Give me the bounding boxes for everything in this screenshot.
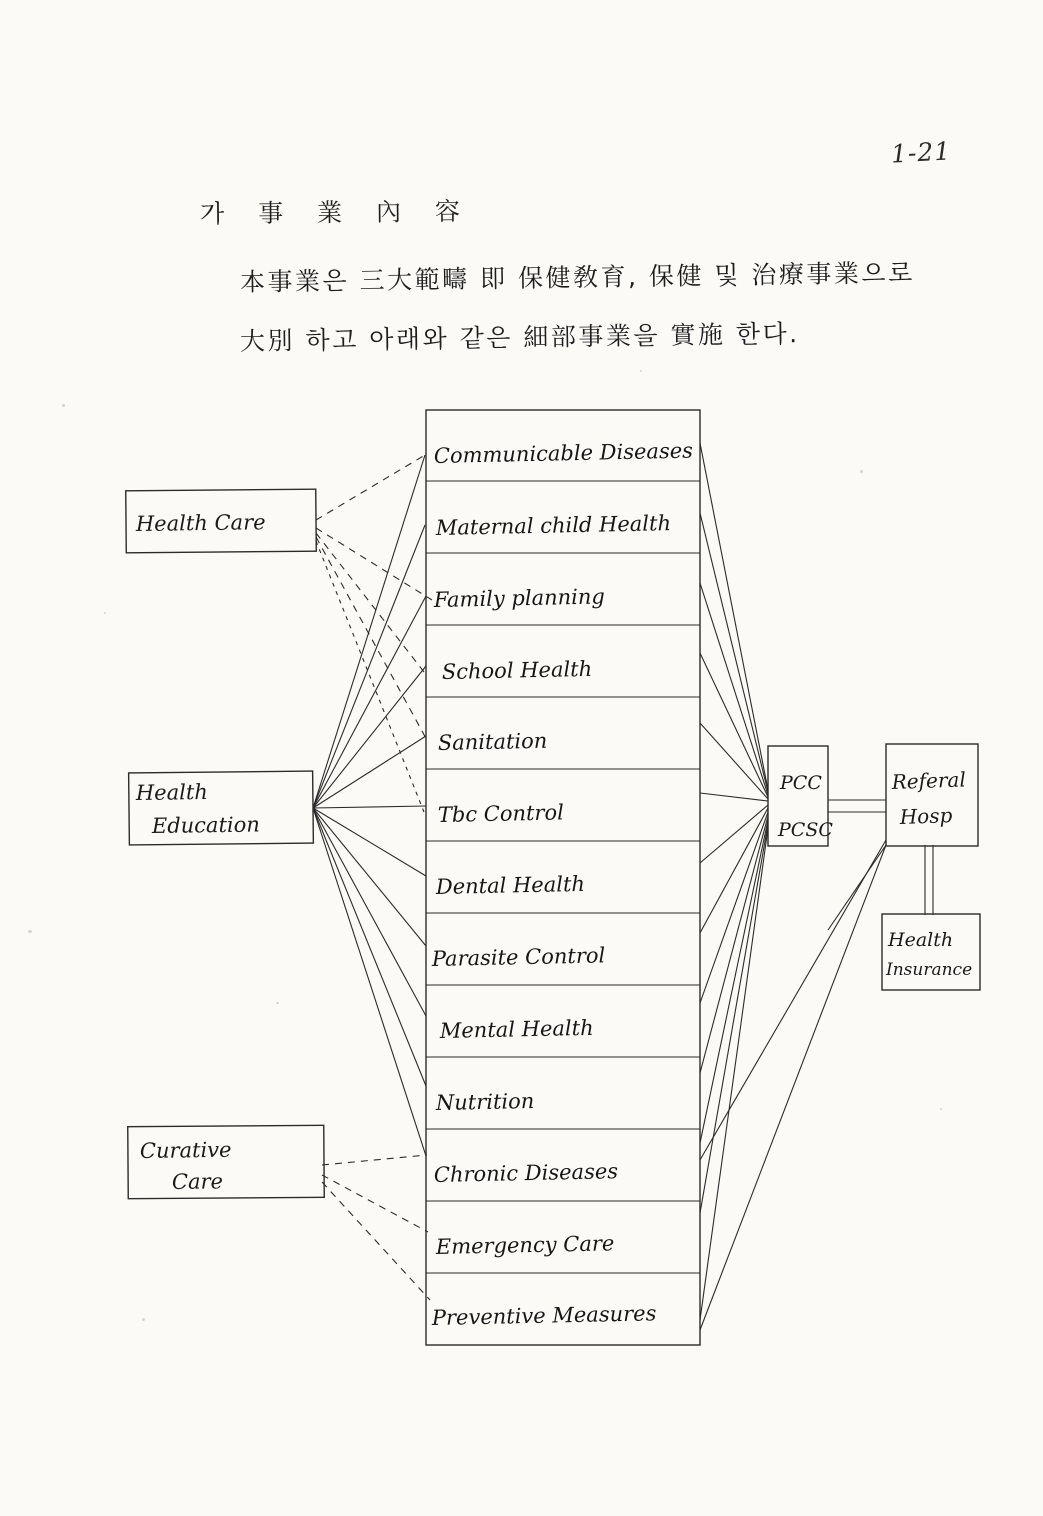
service-row: Family planning: [433, 584, 606, 612]
node-label-line-2: PCSC: [778, 819, 833, 841]
node-health-care: [126, 489, 317, 553]
service-row: Mental Health: [439, 1015, 594, 1043]
node-pcc-pcsc: [768, 746, 833, 846]
node-label-line-1: PCC: [780, 772, 822, 794]
curative-care-connectors: [322, 1155, 430, 1300]
paper-speck: [62, 404, 65, 407]
service-row: Communicable Diseases: [433, 438, 694, 468]
body-line-1: 本事業은 三大範疇 即 保健敎育, 保健 및 治療事業으로: [239, 258, 915, 297]
service-row: Emergency Care: [435, 1231, 615, 1259]
node-health-education: [129, 771, 314, 845]
service-row: Maternal child Health: [435, 511, 672, 540]
service-row: Chronic Diseases: [433, 1159, 619, 1187]
node-label-line-1: Curative: [139, 1137, 232, 1163]
paper-speck: [276, 1002, 279, 1004]
service-row: Dental Health: [435, 871, 586, 899]
node-label-line-2: Hosp: [899, 803, 953, 829]
paper-speck: [104, 612, 106, 614]
node-label-line-1: Health: [135, 779, 209, 805]
body-line-2: 大別 하고 아래와 같은 細部事業을 實施 한다.: [239, 319, 800, 356]
service-row: Nutrition: [435, 1088, 535, 1115]
section-heading: 가 事 業 內 容: [199, 196, 474, 229]
node-referral-hosp: [886, 744, 978, 846]
paper-speck: [640, 370, 642, 372]
service-row: Sanitation: [437, 728, 548, 755]
service-row: School Health: [441, 656, 593, 684]
services-table: [426, 410, 700, 1345]
node-label-line-2: Care: [171, 1169, 224, 1194]
paper-speck: [142, 1318, 145, 1321]
node-label-line-2: Insurance: [886, 960, 973, 980]
health-education-connectors: [313, 455, 426, 1156]
paper-speck: [860, 470, 863, 473]
paper-speck: [28, 930, 32, 933]
node-curative-care: [128, 1125, 324, 1198]
page-number: 1-21: [890, 136, 952, 169]
node-label-line-1: Health: [888, 929, 954, 951]
service-row: Preventive Measures: [431, 1301, 657, 1330]
service-row: Parasite Control: [431, 943, 606, 971]
services-to-pcc-connectors: [700, 443, 768, 1320]
node-label: Health Care: [135, 510, 266, 536]
service-row: Tbc Control: [437, 800, 565, 827]
node-label-line-2: Education: [151, 812, 260, 838]
node-health-insurance: [882, 914, 980, 990]
health-care-connectors: [316, 455, 432, 812]
paper-speck: [940, 1108, 942, 1110]
node-label-line-1: Referal: [891, 767, 967, 794]
